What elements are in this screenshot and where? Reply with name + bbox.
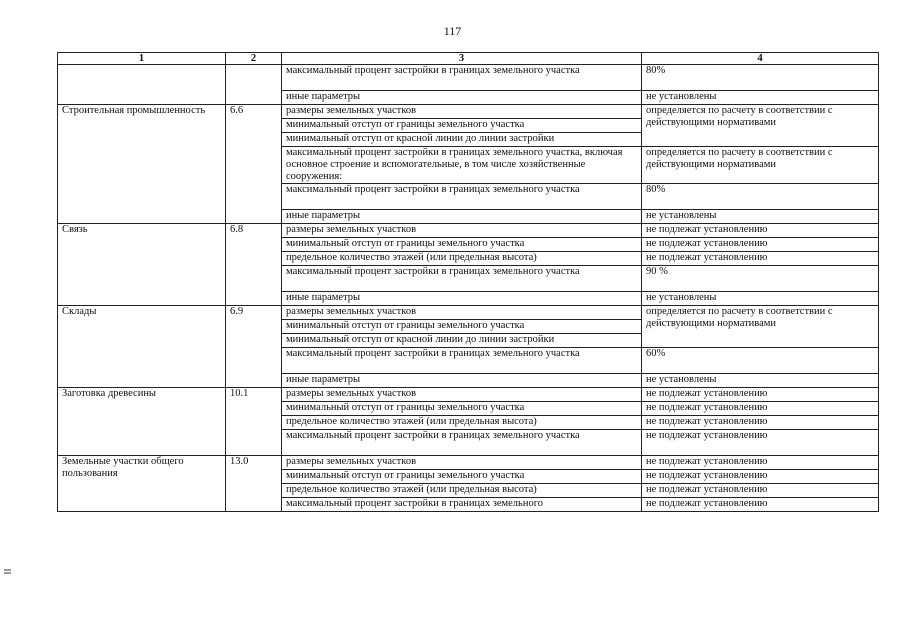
parameter-cell: размеры земельных участков (282, 456, 642, 470)
value-cell: определяется по расчету в соответствии с действующими нормативами (642, 105, 879, 147)
use-type-cell: Земельные участки общего пользования (58, 456, 226, 512)
parameter-cell: размеры земельных участков (282, 224, 642, 238)
regulations-table (57, 52, 879, 512)
code-cell: 6.8 (226, 224, 282, 306)
code-cell: 13.0 (226, 456, 282, 512)
value-cell: не подлежат установлению (642, 402, 879, 416)
parameter-cell: размеры земельных участков (282, 306, 642, 320)
parameter-cell: иные параметры (282, 374, 642, 388)
parameter-cell: минимальный отступ от границы земельного участка (282, 238, 642, 252)
margin-mark (4, 568, 12, 576)
code-cell: 10.1 (226, 388, 282, 456)
parameter-cell: иные параметры (282, 292, 642, 306)
value-cell: не подлежат установлению (642, 498, 879, 512)
value-cell: не установлены (642, 91, 879, 105)
value-cell: 80% (642, 65, 879, 91)
parameter-cell: иные параметры (282, 91, 642, 105)
parameter-cell: предельное количество этажей (или предельная высота) (282, 252, 642, 266)
value-cell: не подлежат установлению (642, 238, 879, 252)
value-cell: не подлежат установлению (642, 484, 879, 498)
use-type-cell: Заготовка древесины (58, 388, 226, 456)
value-cell: не подлежат установлению (642, 456, 879, 470)
value-cell: 80% (642, 184, 879, 210)
table-row (58, 306, 879, 320)
value-cell: не установлены (642, 292, 879, 306)
header-cell-1: 1 (58, 53, 226, 65)
parameter-cell: минимальный отступ от красной линии до линии застройки (282, 133, 642, 147)
code-cell: 6.6 (226, 105, 282, 224)
table-header-row (58, 53, 879, 65)
value-cell: не установлены (642, 374, 879, 388)
value-cell: не подлежат установлению (642, 252, 879, 266)
parameter-cell: предельное количество этажей (или предельная высота) (282, 416, 642, 430)
parameter-cell: предельное количество этажей (или предельная высота) (282, 484, 642, 498)
parameter-cell: минимальный отступ от границы земельного участка (282, 402, 642, 416)
parameter-cell: минимальный отступ от границы земельного участка (282, 320, 642, 334)
value-cell: не подлежат установлению (642, 430, 879, 456)
use-type-cell: Склады (58, 306, 226, 388)
value-cell: 60% (642, 348, 879, 374)
parameter-cell: иные параметры (282, 210, 642, 224)
parameter-cell: минимальный отступ от красной линии до линии застройки (282, 334, 642, 348)
parameter-cell: максимальный процент застройки в границах земельного (282, 498, 642, 512)
parameter-cell: максимальный процент застройки в границах земельного участка (282, 65, 642, 91)
table-row (58, 388, 879, 402)
margin-mark-icon (4, 568, 12, 576)
parameter-cell: минимальный отступ от границы земельного участка (282, 119, 642, 133)
parameter-cell: размеры земельных участков (282, 105, 642, 119)
table-row (58, 456, 879, 470)
use-type-cell: Связь (58, 224, 226, 306)
parameter-cell: размеры земельных участков (282, 388, 642, 402)
parameter-cell: максимальный процент застройки в границах земельного участка (282, 266, 642, 292)
value-cell: определяется по расчету в соответствии с действующими нормативами (642, 306, 879, 348)
code-cell (226, 65, 282, 105)
header-cell-4: 4 (642, 53, 879, 65)
value-cell: 90 % (642, 266, 879, 292)
value-cell: не подлежат установлению (642, 416, 879, 430)
table-row (58, 105, 879, 119)
parameter-cell: минимальный отступ от границы земельного участка (282, 470, 642, 484)
value-cell: не подлежат установлению (642, 470, 879, 484)
parameter-cell: максимальный процент застройки в границах земельного участка (282, 184, 642, 210)
table-row (58, 65, 879, 91)
value-cell: определяется по расчету в соответствии с действующими нормативами (642, 147, 879, 184)
value-cell: не подлежат установлению (642, 388, 879, 402)
parameter-cell: максимальный процент застройки в границах земельного участка, включая основное строение и вспомогательные, в том числе хозяйственные сооружения: (282, 147, 642, 184)
value-cell: не установлены (642, 210, 879, 224)
use-type-cell: Строительная промышленность (58, 105, 226, 224)
parameter-cell: максимальный процент застройки в границах земельного участка (282, 348, 642, 374)
header-cell-3: 3 (282, 53, 642, 65)
value-cell: не подлежат установлению (642, 224, 879, 238)
header-cell-2: 2 (226, 53, 282, 65)
page-number: 117 (443, 24, 462, 38)
use-type-cell (58, 65, 226, 105)
table-row (58, 224, 879, 238)
code-cell: 6.9 (226, 306, 282, 388)
parameter-cell: максимальный процент застройки в границах земельного участка (282, 430, 642, 456)
